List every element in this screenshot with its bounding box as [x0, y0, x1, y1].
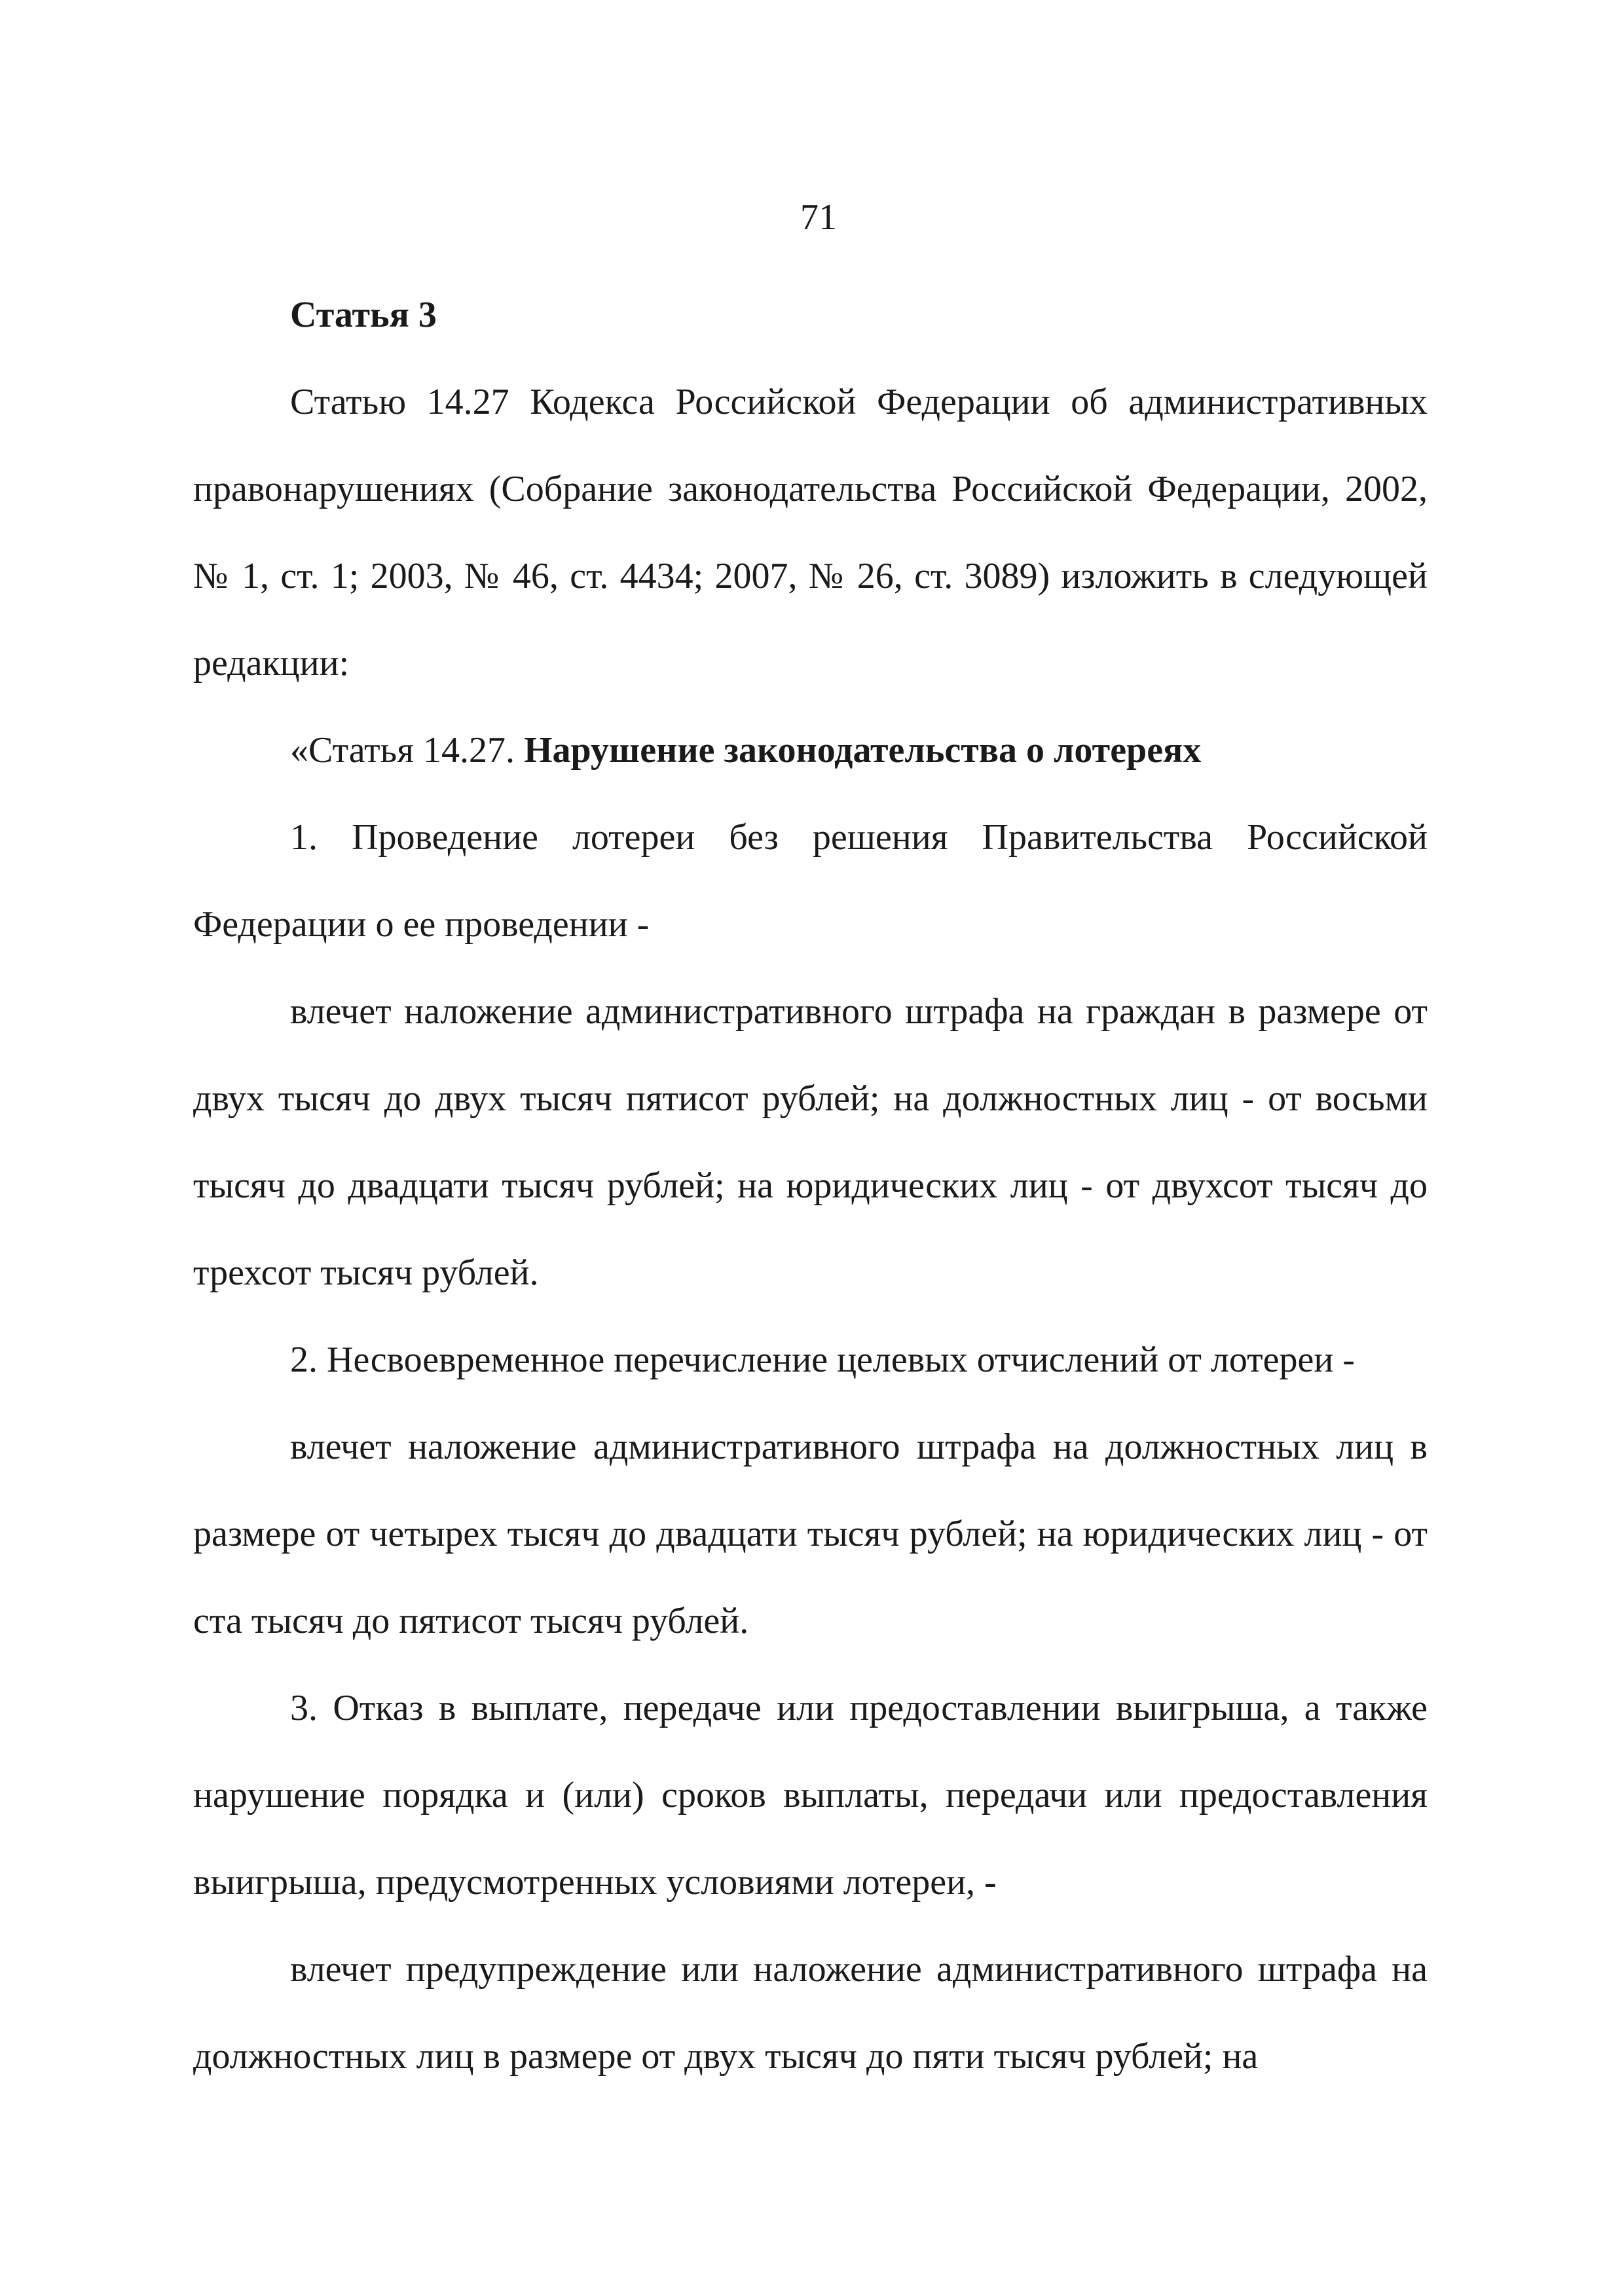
new-article-heading — [193, 707, 1428, 794]
new-article-title: Нарушение законодательства о лотереях — [523, 730, 1202, 771]
document-body — [193, 272, 1428, 2100]
item-1: 1. Проведение лотереи без решения Правительства Российской Федерации о ее проведении - — [193, 817, 1428, 945]
item-3: 3. Отказ в выплате, передаче или предоставлении выигрыша, а также нарушение порядка и (или) сроков выплаты, передачи или предоставления выигрыша, предусмотренных условиями лотереи, - — [193, 1688, 1428, 1903]
page-number: 71 — [800, 197, 837, 238]
article-heading: Статья 3 — [290, 295, 437, 335]
item-2: 2. Несвоевременное перечисление целевых отчислений от лотереи - — [290, 1339, 1355, 1380]
item-3-penalty: влечет предупреждение или наложение административного штрафа на должностных лиц в размере от двух тысяч до пяти тысяч рублей; на — [193, 1949, 1428, 2077]
item-2-penalty: влечет наложение административного штрафа на должностных лиц в размере от четырех тысяч до двадцати тысяч рублей; на юридических лиц - от ста тысяч до пятисот тысяч рублей. — [193, 1427, 1428, 1641]
new-article-prefix: «Статья 14.27. — [290, 730, 524, 771]
item-1-penalty: влечет наложение административного штрафа на граждан в размере от двух тысяч до двух тысяч пятисот рублей; на должностных лиц - от восьми тысяч до двадцати тысяч рублей; на юридических лиц - от двухсот тысяч до трехсот тысяч рублей. — [193, 991, 1428, 1293]
intro-paragraph: Статью 14.27 Кодекса Российской Федерации об административных правонарушениях (Собрание законодательства Российской Федерации, 2002, № 1, ст. 1; 2003, № 46, ст. 4434; 2007, № 26, ст. 3089) изложить в следующей редакции: — [193, 382, 1428, 683]
